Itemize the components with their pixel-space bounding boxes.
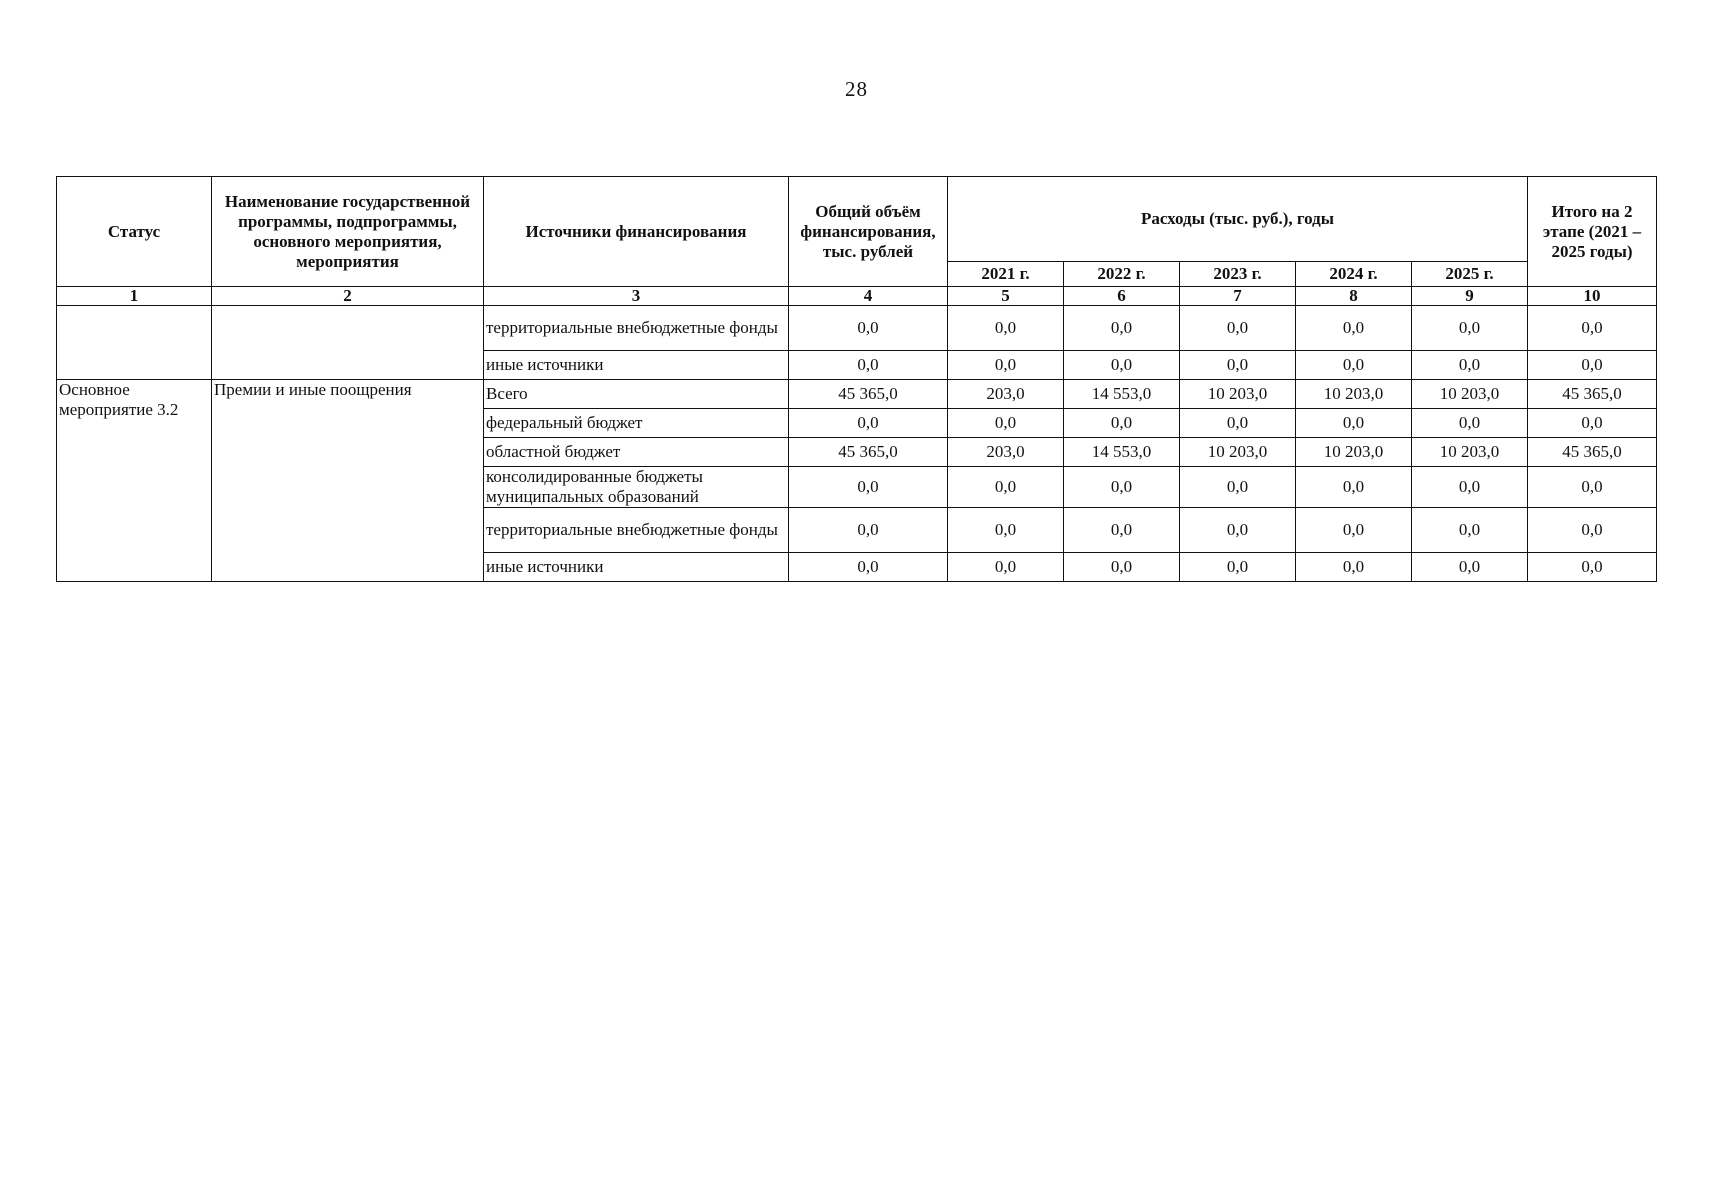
year-cell: 10 203,0 [1296,380,1412,409]
column-number: 8 [1296,287,1412,306]
source-cell: территориальные внебюджетные фонды [484,306,789,351]
year-cell: 0,0 [1296,409,1412,438]
total-cell: 45 365,0 [789,438,948,467]
year-cell: 0,0 [1180,508,1296,553]
year-cell: 0,0 [1064,351,1180,380]
source-cell: территориальные внебюджетные фонды [484,508,789,553]
source-cell: областной бюджет [484,438,789,467]
year-cell: 203,0 [948,438,1064,467]
year-cell: 0,0 [948,508,1064,553]
year-cell: 0,0 [948,553,1064,582]
activity-status: Основное мероприятие 3.2 [57,380,212,582]
financing-table [56,176,1657,582]
page-number: 28 [845,77,868,101]
source-cell: федеральный бюджет [484,409,789,438]
column-number: 4 [789,287,948,306]
result-cell: 45 365,0 [1528,380,1657,409]
activity-name: Премии и иные поощрения [212,380,484,582]
year-cell: 14 553,0 [1064,438,1180,467]
year-cell: 10 203,0 [1412,380,1528,409]
result-cell: 0,0 [1528,306,1657,351]
column-number: 6 [1064,287,1180,306]
year-cell: 0,0 [1064,508,1180,553]
header-year-2024: 2024 г. [1296,262,1412,287]
year-cell: 0,0 [1412,508,1528,553]
column-number: 10 [1528,287,1657,306]
header-name: Наименование государственной программы, подпрограммы, основного мероприятия, мероприятия [212,177,484,287]
total-cell: 0,0 [789,467,948,508]
column-number: 7 [1180,287,1296,306]
source-cell: консолидированные бюджеты муниципальных образований [484,467,789,508]
source-cell: иные источники [484,553,789,582]
year-cell: 0,0 [1064,553,1180,582]
year-cell: 0,0 [948,351,1064,380]
year-cell: 0,0 [1064,306,1180,351]
header-year-2023: 2023 г. [1180,262,1296,287]
year-cell: 0,0 [1412,351,1528,380]
year-cell: 0,0 [1296,467,1412,508]
year-cell: 0,0 [1064,467,1180,508]
result-cell: 0,0 [1528,553,1657,582]
source-cell: Всего [484,380,789,409]
column-number: 1 [57,287,212,306]
name-cell-empty [212,306,484,380]
year-cell: 0,0 [1180,306,1296,351]
year-cell: 0,0 [948,306,1064,351]
table-row [57,306,1657,351]
year-cell: 0,0 [1180,351,1296,380]
year-cell: 0,0 [1296,553,1412,582]
total-cell: 0,0 [789,351,948,380]
header-year-2021: 2021 г. [948,262,1064,287]
result-cell: 0,0 [1528,508,1657,553]
year-cell: 0,0 [1412,409,1528,438]
column-number: 9 [1412,287,1528,306]
header-year-2025: 2025 г. [1412,262,1528,287]
year-cell: 0,0 [948,409,1064,438]
result-cell: 0,0 [1528,409,1657,438]
year-cell: 10 203,0 [1412,438,1528,467]
year-cell: 10 203,0 [1180,438,1296,467]
year-cell: 0,0 [1296,508,1412,553]
year-cell: 0,0 [1296,351,1412,380]
year-cell: 0,0 [948,467,1064,508]
year-cell: 10 203,0 [1180,380,1296,409]
total-cell: 0,0 [789,409,948,438]
result-cell: 45 365,0 [1528,438,1657,467]
year-cell: 0,0 [1180,553,1296,582]
year-cell: 0,0 [1064,409,1180,438]
year-cell: 10 203,0 [1296,438,1412,467]
year-cell: 0,0 [1296,306,1412,351]
header-year-2022: 2022 г. [1064,262,1180,287]
result-cell: 0,0 [1528,467,1657,508]
header-expenses: Расходы (тыс. руб.), годы [948,177,1528,262]
header-status: Статус [57,177,212,287]
header-result: Итого на 2 этапе (2021 – 2025 годы) [1528,177,1657,287]
column-number: 3 [484,287,789,306]
header-sources: Источники финансирования [484,177,789,287]
year-cell: 0,0 [1180,467,1296,508]
year-cell: 0,0 [1412,306,1528,351]
total-cell: 0,0 [789,553,948,582]
table-row [57,380,1657,409]
total-cell: 45 365,0 [789,380,948,409]
year-cell: 203,0 [948,380,1064,409]
total-cell: 0,0 [789,306,948,351]
year-cell: 0,0 [1180,409,1296,438]
total-cell: 0,0 [789,508,948,553]
column-number: 5 [948,287,1064,306]
year-cell: 0,0 [1412,467,1528,508]
year-cell: 0,0 [1412,553,1528,582]
column-number: 2 [212,287,484,306]
source-cell: иные источники [484,351,789,380]
header-total: Общий объём финансирования, тыс. рублей [789,177,948,287]
status-cell-empty [57,306,212,380]
year-cell: 14 553,0 [1064,380,1180,409]
result-cell: 0,0 [1528,351,1657,380]
